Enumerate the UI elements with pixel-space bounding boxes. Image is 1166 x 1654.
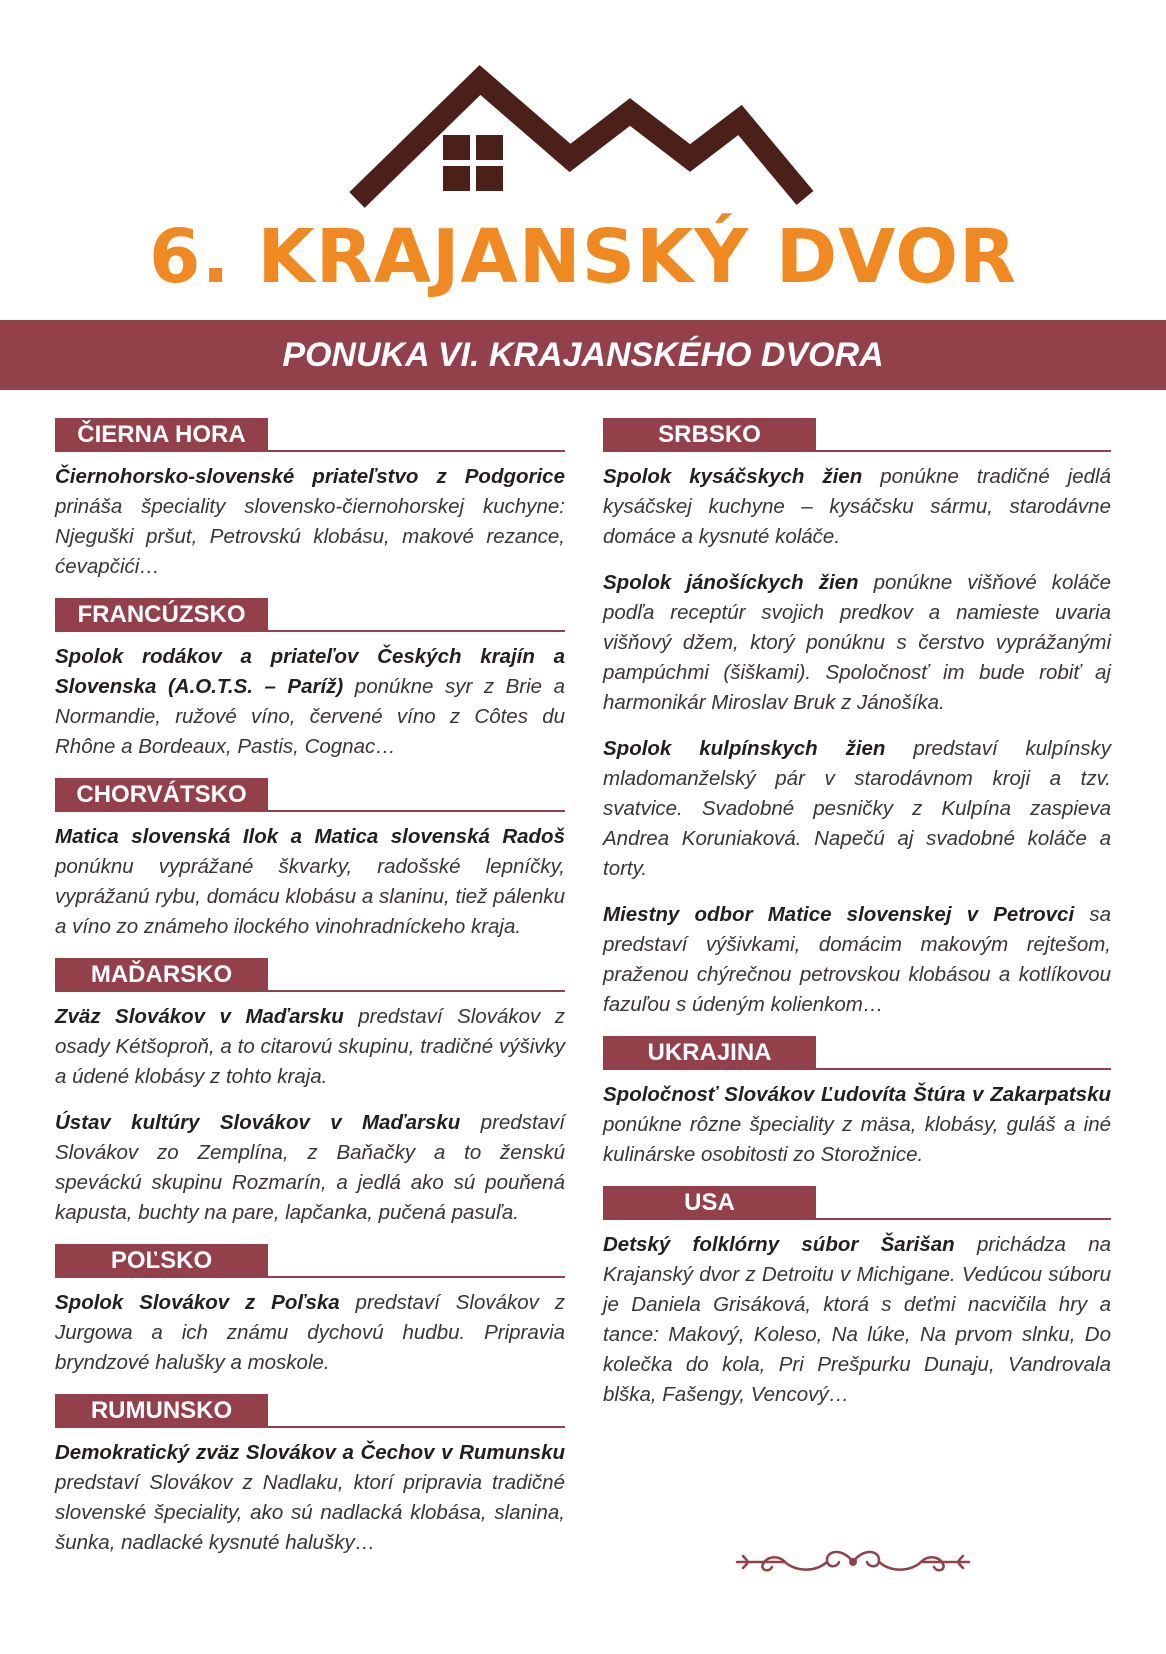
entry-description: ponúkne višňové koláče podľa receptúr svojich predkov a namieste uvaria višňový džem, ktorý ponúknu s čerstvo vyprážanými pampúchmi (šiškami). Spoločnosť im bude robiť aj harmonikár Miroslav Bruk z Jánošíka. bbox=[603, 571, 1111, 714]
entry-paragraph bbox=[603, 1230, 1111, 1410]
entry-description: predstaví Slovákov z Nadlaku, ktorí pripravia tradičné slovenské špeciality, ako sú nadlacká klobása, slanina, šunka, nadlacké kysnuté halušky… bbox=[55, 1471, 565, 1554]
entry-organization: Miestny odbor Matice slovenskej v Petrovci bbox=[603, 903, 1075, 926]
entry-paragraph bbox=[55, 642, 565, 762]
entry-organization: Demokratický zväz Slovákov a Čechov v Rumunsku bbox=[55, 1441, 565, 1464]
entry-organization: Čiernohorsko-slovenské priateľstvo z Podgorice bbox=[55, 465, 565, 488]
section-heading-bar bbox=[603, 1186, 1111, 1220]
section-heading-bar bbox=[55, 418, 565, 452]
entry-description: prichádza na Krajanský dvor z Detroitu v Michigane. Vedúcou súboru je Daniela Grisáková, ktorá s deťmi nacvičila hry a tance: Makový, Koleso, Na lúke, Na prvom slnku, Do kolečka do kola, Pri Prešpurku Dunaju, Vandrovala blška, Fašengy, Vencový… bbox=[603, 1233, 1111, 1406]
entry-description: predstaví kulpínsky mladomanželský pár v starodávnom kroji a tzv. svatvice. Svadobné pesničky z Kulpína zaspieva Andrea Koruniaková. Napečú aj svadobné koláče a torty. bbox=[603, 737, 1111, 880]
entry-paragraph bbox=[603, 568, 1111, 718]
section-poľsko bbox=[55, 1244, 565, 1378]
section-heading-bar bbox=[55, 1394, 565, 1428]
section-heading-bar bbox=[603, 418, 1111, 452]
section-heading: ČIERNA HORA bbox=[55, 418, 268, 452]
subtitle-banner bbox=[0, 320, 1166, 390]
section-heading: FRANCÚZSKO bbox=[55, 598, 268, 632]
section-rumunsko bbox=[55, 1394, 565, 1558]
entry-paragraph bbox=[603, 734, 1111, 884]
entry-paragraph bbox=[603, 1080, 1111, 1170]
section-maďarsko bbox=[55, 958, 565, 1228]
entry-paragraph bbox=[55, 1288, 565, 1378]
section-chorvátsko bbox=[55, 778, 565, 942]
entry-paragraph bbox=[55, 1002, 565, 1092]
entry-organization: Spolok jánošíckych žien bbox=[603, 571, 859, 594]
entry-organization: Spolok kulpínskych žien bbox=[603, 737, 886, 760]
entry-description: prináša špeciality slovensko-čiernohorskej kuchyne: Njeguški pršut, Petrovskú klobásu, makové rezance, ćevapčići… bbox=[55, 495, 565, 578]
entry-organization: Spolok rodákov a priateľov Českých krajín a Slovenska (A.O.T.S. – Paríž) bbox=[55, 645, 565, 698]
section-heading-bar bbox=[55, 598, 565, 632]
entry-paragraph bbox=[55, 822, 565, 942]
right-column bbox=[603, 418, 1111, 1426]
entry-organization: Spoločnosť Slovákov Ľudovíta Štúra v Zakarpatsku bbox=[603, 1083, 1111, 1106]
entry-description: predstaví Slovákov zo Zemplína, z Baňačky a to ženskú speváckú skupinu Rozmarín, a jedlá ako sú pouňená kapusta, buchty na pare, lapčanka, pučená pasuľa. bbox=[55, 1111, 565, 1224]
section-heading: RUMUNSKO bbox=[55, 1394, 268, 1428]
entry-paragraph bbox=[603, 462, 1111, 552]
entry-description: sa predstaví výšivkami, domácim makovým rejtešom, praženou chýrečnou petrovskou klobásou a kotlíkovou fazuľou s údeným kolienkom… bbox=[603, 903, 1111, 1016]
entry-organization: Zväz Slovákov v Maďarsku bbox=[55, 1005, 344, 1028]
entry-description: predstaví Slovákov z osady Kétšoproň, a to citarovú skupinu, tradičné výšivky a údené klobásy z tohto kraja. bbox=[55, 1005, 565, 1088]
left-column bbox=[55, 418, 565, 1574]
section-heading-bar bbox=[55, 1244, 565, 1278]
entry-description: ponúkne tradičné jedlá kysáčskej kuchyne – kysáčsku sármu, starodávne domáce a kysnuté koláče. bbox=[603, 465, 1111, 548]
entry-description: ponúknu vyprážané škvarky, radošské lepníčky, vyprážanú rybu, domácu klobásu a slaninu, tiež pálenku a víno zo známeho ilockého vinohradníckeho kraja. bbox=[55, 855, 565, 938]
entry-organization: Spolok Slovákov z Poľska bbox=[55, 1291, 340, 1314]
section-srbsko bbox=[603, 418, 1111, 1020]
entry-organization: Detský folklórny súbor Šarišan bbox=[603, 1233, 955, 1256]
entry-organization: Spolok kysáčskych žien bbox=[603, 465, 863, 488]
entry-description: predstaví Slovákov z Jurgowa a ich známu dychovú hudbu. Pripravia bryndzové halušky a moskole. bbox=[55, 1291, 565, 1374]
section-heading: USA bbox=[603, 1186, 816, 1220]
section-usa bbox=[603, 1186, 1111, 1410]
entry-paragraph bbox=[55, 1108, 565, 1228]
section-heading: POĽSKO bbox=[55, 1244, 268, 1278]
section-heading-bar bbox=[55, 778, 565, 812]
entry-paragraph bbox=[603, 900, 1111, 1020]
section-heading: MAĎARSKO bbox=[55, 958, 268, 992]
section-heading-bar bbox=[55, 958, 565, 992]
house-roof-logo-icon bbox=[345, 50, 845, 215]
entry-description: ponúkne rôzne špeciality z mäsa, klobásy, guláš a iné kulinárske osobitosti zo Storožnice. bbox=[603, 1113, 1111, 1166]
decorative-flourish-icon bbox=[723, 1542, 983, 1582]
entry-paragraph bbox=[55, 1438, 565, 1558]
entry-organization: Matica slovenská Ilok a Matica slovenská Radoš bbox=[55, 825, 565, 848]
section-heading: UKRAJINA bbox=[603, 1036, 816, 1070]
entry-paragraph bbox=[55, 462, 565, 582]
section-ukrajina bbox=[603, 1036, 1111, 1170]
banner-title: PONUKA VI. KRAJANSKÉHO DVORA bbox=[282, 336, 884, 374]
section-francúzsko bbox=[55, 598, 565, 762]
section-heading: CHORVÁTSKO bbox=[55, 778, 268, 812]
page-title: 6. KRAJANSKÝ DVOR bbox=[149, 214, 1017, 300]
section-heading: SRBSKO bbox=[603, 418, 816, 452]
section-čierna-hora bbox=[55, 418, 565, 582]
entry-organization: Ústav kultúry Slovákov v Maďarsku bbox=[55, 1111, 461, 1134]
entry-description: ponúkne syr z Brie a Normandie, ružové víno, červené víno z Côtes du Rhône a Bordeaux, Pastis, Cognac… bbox=[55, 675, 565, 758]
section-heading-bar bbox=[603, 1036, 1111, 1070]
